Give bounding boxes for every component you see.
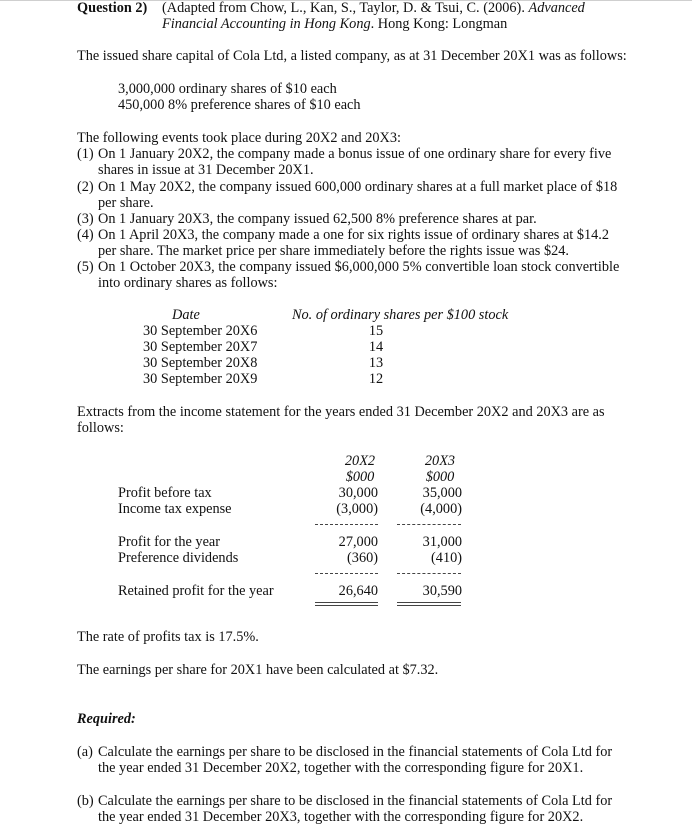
conversion-shares: 12 [368,371,384,387]
conversion-shares-header: No. of ordinary shares per $100 stock [292,307,509,323]
eps-note: The earnings per share for 20X1 have been calculated at $7.32. [77,662,439,678]
required-text: Calculate the earnings per share to be disclosed in the financial statements of Cola Ltd for [98,793,613,809]
income-value: (4,000) [420,501,462,517]
income-row-label: Profit before tax [118,485,212,501]
event-text: On 1 January 20X3, the company issued 62,500 8% preference shares at par. [98,211,537,227]
event-number: (3) [77,211,94,227]
conversion-date: 30 September 20X9 [143,371,258,387]
share-capital-line: 450,000 8% preference shares of $10 each [118,97,361,113]
event-text: into ordinary shares as follows: [98,275,278,291]
event-text: per share. The market price per share immediately before the rights issue was $24. [98,243,569,259]
required-heading: Required: [77,711,136,727]
conversion-date: 30 September 20X7 [143,339,258,355]
income-value: 30,000 [338,485,378,501]
column-year-header: 20X3 [424,453,456,469]
share-capital-line: 3,000,000 ordinary shares of $10 each [118,81,337,97]
income-value: 35,000 [422,485,462,501]
question-label: Question 2) [77,0,148,16]
event-text: On 1 April 20X3, the company made a one for six rights issue of ordinary shares at $14.2 [98,227,610,243]
event-text: On 1 October 20X3, the company issued $6,000,000 5% convertible loan stock convertible [98,259,620,275]
conversion-shares: 14 [368,339,384,355]
income-value: (410) [431,550,462,566]
income-row-label: Retained profit for the year [118,583,274,599]
column-unit-header: $000 [425,469,455,485]
income-value: 31,000 [422,534,462,550]
event-number: (5) [77,259,94,275]
intro-text: The issued share capital of Cola Ltd, a listed company, as at 31 December 20X1 was as follows: [77,48,627,64]
total-double-line [315,602,378,606]
citation-line-2: Financial Accounting in Hong Kong. Hong Kong: Longman [162,16,508,32]
conversion-date: 30 September 20X6 [143,323,258,339]
income-value: 30,590 [422,583,462,599]
income-value: 27,000 [338,534,378,550]
tax-rate-note: The rate of profits tax is 17.5%. [77,629,259,645]
event-number: (1) [77,146,94,162]
income-row-label: Profit for the year [118,534,221,550]
event-number: (2) [77,179,94,195]
citation-line-1: (Adapted from Chow, L., Kan, S., Taylor, D. & Tsui, C. (2006). Advanced [162,0,585,16]
required-text: the year ended 31 December 20X3, together with the corresponding figure for 20X2. [98,809,584,825]
income-value: 26,640 [338,583,378,599]
required-number: (b) [77,793,94,809]
subtotal-dashed-line [315,524,378,525]
income-value: (360) [347,550,378,566]
column-year-header: 20X2 [344,453,376,469]
column-unit-header: $000 [345,469,375,485]
required-text: the year ended 31 December 20X2, together with the corresponding figure for 20X1. [98,760,584,776]
event-text: On 1 May 20X2, the company issued 600,000 ordinary shares at a full market place of $18 [98,179,618,195]
required-text: Calculate the earnings per share to be disclosed in the financial statements of Cola Ltd for [98,744,613,760]
income-row-label: Preference dividends [118,550,239,566]
subtotal-dashed-line [397,573,461,574]
required-number: (a) [77,744,93,760]
subtotal-dashed-line [397,524,461,525]
conversion-date: 30 September 20X8 [143,355,258,371]
event-text: per share. [98,195,154,211]
event-text: On 1 January 20X2, the company made a bonus issue of one ordinary share for every five [98,146,612,162]
events-intro: The following events took place during 20X2 and 20X3: [77,130,401,146]
extracts-intro: follows: [77,420,124,436]
conversion-shares: 15 [368,323,384,339]
subtotal-dashed-line [315,573,378,574]
conversion-shares: 13 [368,355,384,371]
event-text: shares in issue at 31 December 20X1. [98,162,314,178]
income-value: (3,000) [336,501,378,517]
event-number: (4) [77,227,94,243]
income-row-label: Income tax expense [118,501,232,517]
conversion-date-header: Date [172,307,200,323]
extracts-intro: Extracts from the income statement for the years ended 31 December 20X2 and 20X3 are as [77,404,605,420]
total-double-line [397,602,461,606]
